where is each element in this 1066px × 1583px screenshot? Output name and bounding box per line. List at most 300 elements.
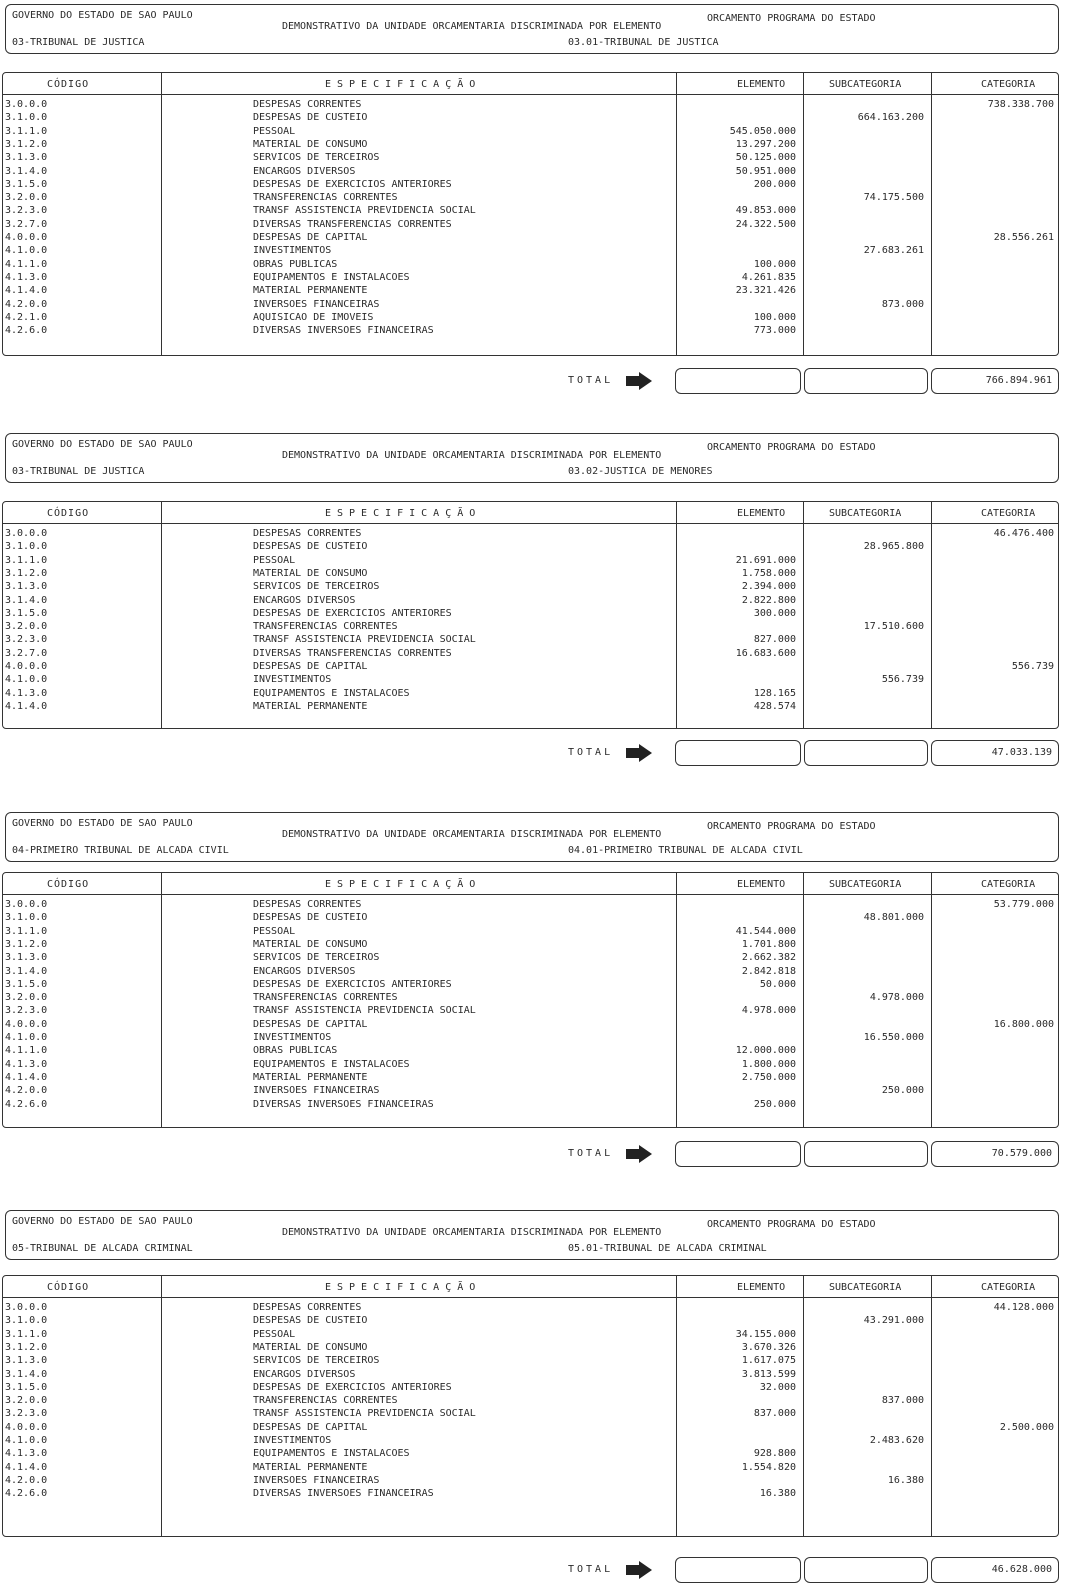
table-row [3, 284, 1058, 297]
table-row [3, 911, 1058, 924]
table-row [3, 594, 1058, 607]
row-specification: DESPESAS DE CUSTEIO [253, 1315, 368, 1327]
unidade-name: 03.01-TRIBUNAL DE JUSTICA [568, 37, 719, 48]
row-code: 4.2.6.0 [5, 1488, 48, 1500]
row-specification: PESSOAL [253, 125, 296, 137]
row-elemento-value: 12.000.000 [735, 1045, 796, 1057]
table-row [3, 165, 1058, 178]
budget-table [2, 1275, 1059, 1537]
table-row [3, 151, 1058, 164]
row-elemento-value: 1.758.000 [741, 567, 796, 579]
row-elemento-value: 4.261.835 [741, 271, 796, 283]
row-elemento-value: 200.000 [753, 178, 796, 190]
report-title: DEMONSTRATIVO DA UNIDADE ORCAMENTARIA DISCRIMINADA POR ELEMENTO [282, 450, 662, 461]
table-row [3, 218, 1058, 231]
table-row [3, 580, 1058, 593]
row-categoria-value: 16.800.000 [993, 1018, 1054, 1030]
row-code: 3.1.5.0 [5, 1381, 48, 1393]
report-header [5, 812, 1059, 862]
row-categoria-value: 46.476.400 [993, 528, 1054, 539]
row-elemento-value: 1.701.800 [741, 938, 796, 950]
unidade-name: 04.01-PRIMEIRO TRIBUNAL DE ALCADA CIVIL [568, 845, 803, 856]
table-row [3, 1031, 1058, 1044]
row-specification: INVESTIMENTOS [253, 674, 332, 686]
row-specification: TRANSF ASSISTENCIA PREVIDENCIA SOCIAL [253, 205, 476, 217]
row-code: 3.1.2.0 [5, 938, 48, 950]
budget-table [2, 72, 1059, 356]
row-specification: INVESTIMENTOS [253, 1032, 332, 1043]
row-specification: MATERIAL PERMANENTE [253, 285, 368, 297]
row-specification: EQUIPAMENTOS E INSTALACOES [253, 1058, 410, 1070]
table-row [3, 324, 1058, 337]
row-code: 4.0.0.0 [5, 1018, 48, 1030]
report-header [5, 433, 1059, 483]
table-row [3, 311, 1058, 324]
row-subcategoria-value: 250.000 [881, 1085, 924, 1097]
table-row [3, 1354, 1058, 1367]
row-specification: ENCARGOS DIVERSOS [253, 1368, 356, 1380]
row-code: 3.1.1.0 [5, 925, 48, 937]
row-code: 4.1.4.0 [5, 1071, 48, 1083]
row-specification: INVERSOES FINANCEIRAS [253, 1474, 380, 1486]
row-code: 3.1.3.0 [5, 1355, 48, 1367]
total-value: 766.894.961 [985, 375, 1052, 386]
row-subcategoria-value: 837.000 [881, 1395, 924, 1407]
table-row [3, 978, 1058, 991]
total-categoria-box [931, 740, 1059, 766]
total-elemento-box [675, 1141, 801, 1167]
row-elemento-value: 41.544.000 [735, 925, 796, 937]
row-specification: DESPESAS DE CUSTEIO [253, 541, 368, 553]
row-specification: ENCARGOS DIVERSOS [253, 594, 356, 606]
row-code: 3.1.0.0 [5, 541, 48, 553]
total-row [0, 368, 1066, 394]
row-code: 3.0.0.0 [5, 899, 48, 910]
row-code: 4.1.0.0 [5, 245, 48, 257]
table-row [3, 647, 1058, 660]
table-row [3, 1044, 1058, 1057]
row-specification: DESPESAS CORRENTES [253, 899, 362, 910]
row-code: 3.1.5.0 [5, 607, 48, 619]
budget-program: ORCAMENTO PROGRAMA DO ESTADO [707, 442, 876, 453]
row-elemento-value: 837.000 [753, 1408, 796, 1420]
table-row [3, 1461, 1058, 1474]
row-specification: TRANSFERENCIAS CORRENTES [253, 1395, 398, 1407]
row-elemento-value: 100.000 [753, 311, 796, 323]
row-code: 4.0.0.0 [5, 232, 48, 243]
column-header-categoria: CATEGORIA [981, 879, 1036, 890]
orgao-name: 03-TRIBUNAL DE JUSTICA [12, 37, 145, 48]
row-code: 3.1.4.0 [5, 165, 48, 177]
row-code: 3.2.3.0 [5, 205, 48, 217]
row-code: 3.1.0.0 [5, 912, 48, 924]
row-specification: SERVICOS DE TERCEIROS [253, 952, 380, 964]
table-row [3, 1487, 1058, 1500]
column-header-codigo: CÓDIGO [47, 508, 90, 519]
table-row [3, 191, 1058, 204]
row-specification: DESPESAS DE CUSTEIO [253, 112, 368, 124]
total-categoria-box [931, 1141, 1059, 1167]
row-specification: INVESTIMENTOS [253, 245, 332, 257]
column-header-categoria: CATEGORIA [981, 1282, 1036, 1293]
row-categoria-value: 53.779.000 [993, 899, 1054, 910]
row-specification: DESPESAS DE CAPITAL [253, 1018, 368, 1030]
budget-table [2, 501, 1059, 729]
table-row [3, 298, 1058, 311]
row-code: 4.2.0.0 [5, 298, 48, 310]
table-row [3, 138, 1058, 151]
table-row [3, 607, 1058, 620]
row-specification: MATERIAL PERMANENTE [253, 700, 368, 712]
row-specification: EQUIPAMENTOS E INSTALACOES [253, 687, 410, 699]
row-elemento-value: 4.978.000 [741, 1005, 796, 1017]
row-elemento-value: 300.000 [753, 607, 796, 619]
table-row [3, 700, 1058, 713]
row-code: 3.0.0.0 [5, 528, 48, 539]
total-label: TOTAL [568, 375, 614, 386]
row-code: 3.1.3.0 [5, 581, 48, 593]
row-specification: DESPESAS DE EXERCICIOS ANTERIORES [253, 978, 452, 990]
row-elemento-value: 2.822.800 [741, 594, 796, 606]
government-name: GOVERNO DO ESTADO DE SAO PAULO [12, 10, 193, 21]
row-specification: DESPESAS DE CAPITAL [253, 1421, 368, 1433]
table-row [3, 1434, 1058, 1447]
table-row [3, 1368, 1058, 1381]
row-code: 3.1.4.0 [5, 1368, 48, 1380]
table-row [3, 554, 1058, 567]
row-code: 4.1.3.0 [5, 1448, 48, 1460]
row-specification: DESPESAS CORRENTES [253, 528, 362, 539]
row-specification: DIVERSAS INVERSOES FINANCEIRAS [253, 1098, 434, 1110]
row-elemento-value: 34.155.000 [735, 1328, 796, 1340]
row-code: 3.2.0.0 [5, 992, 48, 1004]
row-code: 3.0.0.0 [5, 99, 48, 110]
column-header-categoria: CATEGORIA [981, 508, 1036, 519]
row-code: 4.1.4.0 [5, 1461, 48, 1473]
row-code: 4.1.3.0 [5, 687, 48, 699]
table-row [3, 125, 1058, 138]
total-label: TOTAL [568, 1148, 614, 1159]
arrow-right-icon [626, 1145, 652, 1166]
row-specification: OBRAS PUBLICAS [253, 1045, 338, 1057]
row-specification: TRANSF ASSISTENCIA PREVIDENCIA SOCIAL [253, 1005, 476, 1017]
row-specification: MATERIAL DE CONSUMO [253, 138, 368, 150]
government-name: GOVERNO DO ESTADO DE SAO PAULO [12, 1216, 193, 1227]
row-specification: INVERSOES FINANCEIRAS [253, 1085, 380, 1097]
table-row [3, 1394, 1058, 1407]
row-code: 4.1.4.0 [5, 700, 48, 712]
row-subcategoria-value: 28.965.800 [863, 541, 924, 553]
arrow-right-icon [626, 372, 652, 393]
row-elemento-value: 16.380 [759, 1488, 796, 1500]
row-categoria-value: 44.128.000 [993, 1302, 1054, 1313]
row-subcategoria-value: 2.483.620 [869, 1435, 924, 1446]
row-specification: MATERIAL DE CONSUMO [253, 1341, 368, 1353]
table-row [3, 1071, 1058, 1084]
row-code: 4.1.3.0 [5, 271, 48, 283]
table-row [3, 660, 1058, 673]
row-elemento-value: 773.000 [753, 325, 796, 337]
table-row [3, 111, 1058, 124]
row-code: 4.1.0.0 [5, 674, 48, 686]
report-header [5, 1210, 1059, 1260]
row-specification: DESPESAS DE EXERCICIOS ANTERIORES [253, 178, 452, 190]
row-code: 3.2.0.0 [5, 1395, 48, 1407]
row-elemento-value: 2.842.818 [741, 965, 796, 977]
row-elemento-value: 32.000 [759, 1381, 796, 1393]
row-specification: TRANSFERENCIAS CORRENTES [253, 621, 398, 633]
table-row [3, 540, 1058, 553]
row-specification: INVESTIMENTOS [253, 1435, 332, 1446]
row-specification: EQUIPAMENTOS E INSTALACOES [253, 1448, 410, 1460]
table-row [3, 673, 1058, 686]
orgao-name: 03-TRIBUNAL DE JUSTICA [12, 466, 145, 477]
row-elemento-value: 23.321.426 [735, 285, 796, 297]
row-code: 3.1.3.0 [5, 152, 48, 164]
table-row [3, 1447, 1058, 1460]
row-specification: DESPESAS DE CUSTEIO [253, 912, 368, 924]
row-specification: MATERIAL DE CONSUMO [253, 938, 368, 950]
total-subcategoria-box [804, 368, 928, 394]
table-row [3, 965, 1058, 978]
row-code: 3.1.0.0 [5, 1315, 48, 1327]
table-row [3, 567, 1058, 580]
row-subcategoria-value: 16.380 [887, 1474, 924, 1486]
row-elemento-value: 2.750.000 [741, 1071, 796, 1083]
table-row [3, 1341, 1058, 1354]
budget-program: ORCAMENTO PROGRAMA DO ESTADO [707, 821, 876, 832]
row-subcategoria-value: 43.291.000 [863, 1315, 924, 1327]
table-row [3, 271, 1058, 284]
table-row [3, 178, 1058, 191]
total-subcategoria-box [804, 1557, 928, 1583]
row-code: 4.1.3.0 [5, 1058, 48, 1070]
column-header-codigo: CÓDIGO [47, 79, 90, 90]
row-specification: PESSOAL [253, 925, 296, 937]
row-elemento-value: 3.670.326 [741, 1341, 796, 1353]
government-name: GOVERNO DO ESTADO DE SAO PAULO [12, 818, 193, 829]
row-specification: DESPESAS CORRENTES [253, 1302, 362, 1313]
table-row [3, 1381, 1058, 1394]
table-row [3, 98, 1058, 111]
column-header-categoria: CATEGORIA [981, 79, 1036, 90]
row-specification: DESPESAS DE CAPITAL [253, 661, 368, 672]
column-header-elemento: ELEMENTO [737, 508, 786, 519]
table-row [3, 1474, 1058, 1487]
row-elemento-value: 928.800 [753, 1448, 796, 1460]
row-elemento-value: 428.574 [753, 700, 796, 712]
row-specification: SERVICOS DE TERCEIROS [253, 152, 380, 164]
table-row [3, 231, 1058, 244]
row-code: 3.2.7.0 [5, 218, 48, 230]
row-specification: AQUISICAO DE IMOVEIS [253, 311, 374, 323]
table-row [3, 1301, 1058, 1314]
row-subcategoria-value: 74.175.500 [863, 192, 924, 204]
row-elemento-value: 21.691.000 [735, 554, 796, 566]
row-code: 3.2.3.0 [5, 1005, 48, 1017]
table-row [3, 991, 1058, 1004]
row-code: 3.1.1.0 [5, 125, 48, 137]
row-elemento-value: 50.125.000 [735, 152, 796, 164]
row-specification: ENCARGOS DIVERSOS [253, 165, 356, 177]
total-label: TOTAL [568, 747, 614, 758]
column-header-elemento: ELEMENTO [737, 1282, 786, 1293]
row-specification: TRANSF ASSISTENCIA PREVIDENCIA SOCIAL [253, 634, 476, 646]
row-code: 3.1.4.0 [5, 965, 48, 977]
unidade-name: 05.01-TRIBUNAL DE ALCADA CRIMINAL [568, 1243, 767, 1254]
total-subcategoria-box [804, 1141, 928, 1167]
column-header-subcategoria: SUBCATEGORIA [829, 879, 902, 890]
report-header [5, 4, 1059, 54]
column-header-elemento: ELEMENTO [737, 79, 786, 90]
row-elemento-value: 49.853.000 [735, 205, 796, 217]
row-specification: TRANSFERENCIAS CORRENTES [253, 992, 398, 1004]
row-subcategoria-value: 17.510.600 [863, 621, 924, 633]
row-subcategoria-value: 664.163.200 [857, 112, 924, 124]
row-code: 3.2.7.0 [5, 647, 48, 659]
row-specification: SERVICOS DE TERCEIROS [253, 1355, 380, 1367]
total-row [0, 740, 1066, 766]
row-specification: DIVERSAS TRANSFERENCIAS CORRENTES [253, 647, 452, 659]
row-code: 4.1.1.0 [5, 1045, 48, 1057]
row-specification: ENCARGOS DIVERSOS [253, 965, 356, 977]
row-elemento-value: 1.800.000 [741, 1058, 796, 1070]
row-specification: TRANSFERENCIAS CORRENTES [253, 192, 398, 204]
row-specification: DIVERSAS INVERSOES FINANCEIRAS [253, 1488, 434, 1500]
row-specification: MATERIAL PERMANENTE [253, 1461, 368, 1473]
row-code: 4.2.6.0 [5, 1098, 48, 1110]
table-row [3, 244, 1058, 257]
row-code: 4.1.1.0 [5, 258, 48, 270]
total-subcategoria-box [804, 740, 928, 766]
total-value: 70.579.000 [991, 1148, 1052, 1159]
orgao-name: 04-PRIMEIRO TRIBUNAL DE ALCADA CIVIL [12, 845, 229, 856]
row-code: 4.2.1.0 [5, 311, 48, 323]
row-categoria-value: 28.556.261 [993, 232, 1054, 243]
row-elemento-value: 16.683.600 [735, 647, 796, 659]
row-subcategoria-value: 48.801.000 [863, 912, 924, 924]
row-code: 3.1.4.0 [5, 594, 48, 606]
row-specification: DESPESAS CORRENTES [253, 99, 362, 110]
orgao-name: 05-TRIBUNAL DE ALCADA CRIMINAL [12, 1243, 193, 1254]
row-elemento-value: 545.050.000 [729, 125, 796, 137]
row-subcategoria-value: 4.978.000 [869, 992, 924, 1004]
row-code: 3.1.1.0 [5, 554, 48, 566]
arrow-right-icon [626, 744, 652, 765]
table-row [3, 1004, 1058, 1017]
table-row [3, 938, 1058, 951]
row-elemento-value: 13.297.200 [735, 138, 796, 150]
column-header-subcategoria: SUBCATEGORIA [829, 79, 902, 90]
row-specification: INVERSOES FINANCEIRAS [253, 298, 380, 310]
row-code: 3.0.0.0 [5, 1302, 48, 1313]
row-specification: OBRAS PUBLICAS [253, 258, 338, 270]
row-specification: DESPESAS DE CAPITAL [253, 232, 368, 243]
table-row [3, 687, 1058, 700]
row-subcategoria-value: 556.739 [881, 674, 924, 686]
row-elemento-value: 250.000 [753, 1098, 796, 1110]
row-specification: PESSOAL [253, 554, 296, 566]
row-code: 3.1.2.0 [5, 138, 48, 150]
table-row [3, 1098, 1058, 1111]
row-code: 3.1.5.0 [5, 978, 48, 990]
row-subcategoria-value: 27.683.261 [863, 245, 924, 257]
row-code: 3.1.1.0 [5, 1328, 48, 1340]
row-code: 3.1.5.0 [5, 178, 48, 190]
row-specification: PESSOAL [253, 1328, 296, 1340]
row-code: 4.2.0.0 [5, 1474, 48, 1486]
table-row [3, 1407, 1058, 1420]
total-elemento-box [675, 1557, 801, 1583]
government-name: GOVERNO DO ESTADO DE SAO PAULO [12, 439, 193, 450]
report-title: DEMONSTRATIVO DA UNIDADE ORCAMENTARIA DISCRIMINADA POR ELEMENTO [282, 829, 662, 840]
row-elemento-value: 2.394.000 [741, 581, 796, 593]
row-code: 3.1.2.0 [5, 567, 48, 579]
total-categoria-box [931, 1557, 1059, 1583]
table-row [3, 925, 1058, 938]
total-elemento-box [675, 740, 801, 766]
row-code: 4.1.0.0 [5, 1032, 48, 1043]
row-code: 4.1.0.0 [5, 1435, 48, 1446]
row-specification: DIVERSAS INVERSOES FINANCEIRAS [253, 325, 434, 337]
row-code: 4.1.4.0 [5, 285, 48, 297]
row-code: 4.0.0.0 [5, 661, 48, 672]
row-specification: MATERIAL PERMANENTE [253, 1071, 368, 1083]
table-row [3, 1058, 1058, 1071]
report-title: DEMONSTRATIVO DA UNIDADE ORCAMENTARIA DISCRIMINADA POR ELEMENTO [282, 21, 662, 32]
table-row [3, 633, 1058, 646]
row-elemento-value: 3.813.599 [741, 1368, 796, 1380]
row-elemento-value: 1.617.075 [741, 1355, 796, 1367]
column-header-subcategoria: SUBCATEGORIA [829, 508, 902, 519]
row-code: 3.2.3.0 [5, 634, 48, 646]
total-value: 47.033.139 [991, 747, 1052, 758]
row-code: 4.2.0.0 [5, 1085, 48, 1097]
row-elemento-value: 50.000 [759, 978, 796, 990]
budget-program: ORCAMENTO PROGRAMA DO ESTADO [707, 13, 876, 24]
report-title: DEMONSTRATIVO DA UNIDADE ORCAMENTARIA DISCRIMINADA POR ELEMENTO [282, 1227, 662, 1238]
row-code: 3.2.0.0 [5, 621, 48, 633]
row-categoria-value: 556.739 [1011, 661, 1054, 672]
row-code: 3.1.3.0 [5, 952, 48, 964]
row-subcategoria-value: 873.000 [881, 298, 924, 310]
table-row [3, 620, 1058, 633]
row-specification: MATERIAL DE CONSUMO [253, 567, 368, 579]
row-subcategoria-value: 16.550.000 [863, 1032, 924, 1043]
budget-program: ORCAMENTO PROGRAMA DO ESTADO [707, 1219, 876, 1230]
row-code: 4.2.6.0 [5, 325, 48, 337]
table-row [3, 204, 1058, 217]
total-label: TOTAL [568, 1564, 614, 1575]
row-elemento-value: 2.662.382 [741, 952, 796, 964]
table-row [3, 898, 1058, 911]
column-header-subcategoria: SUBCATEGORIA [829, 1282, 902, 1293]
row-elemento-value: 100.000 [753, 258, 796, 270]
row-specification: DESPESAS DE EXERCICIOS ANTERIORES [253, 1381, 452, 1393]
total-elemento-box [675, 368, 801, 394]
table-row [3, 951, 1058, 964]
row-code: 4.0.0.0 [5, 1421, 48, 1433]
total-value: 46.628.000 [991, 1564, 1052, 1575]
table-row [3, 1328, 1058, 1341]
row-code: 3.2.3.0 [5, 1408, 48, 1420]
table-row [3, 1018, 1058, 1031]
row-specification: EQUIPAMENTOS E INSTALACOES [253, 271, 410, 283]
column-header-especificacao: ESPECIFICAÇÃO [325, 508, 482, 519]
total-row [0, 1141, 1066, 1167]
total-categoria-box [931, 368, 1059, 394]
unidade-name: 03.02-JUSTICA DE MENORES [568, 466, 713, 477]
